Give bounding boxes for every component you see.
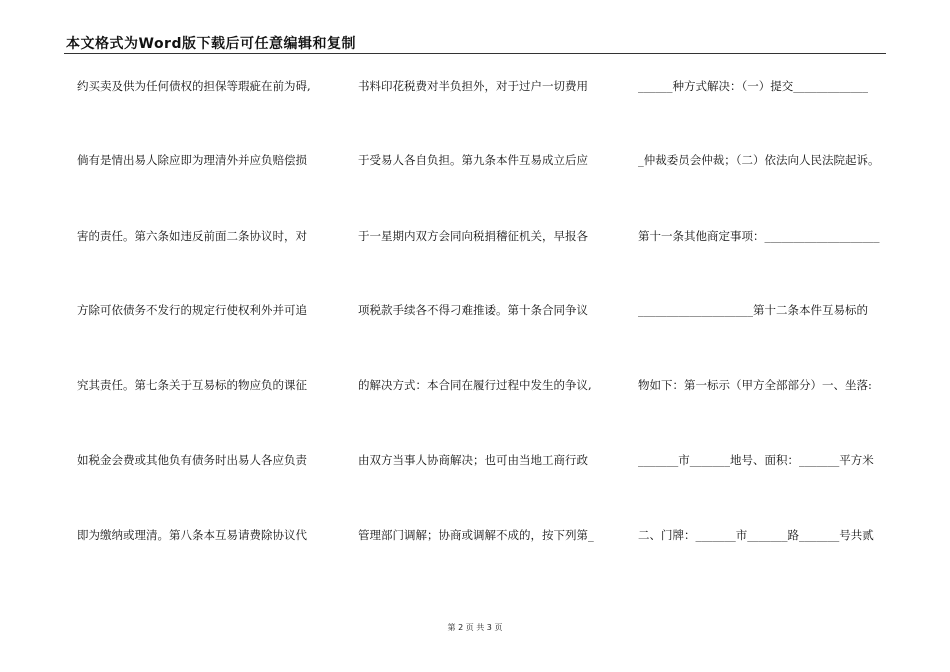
text-line: 二、门牌：_______市_______路_______号共贰	[638, 528, 874, 542]
text-line: 究其责任。第七条关于互易标的物应负的课征	[77, 378, 307, 392]
text-line: 第十一条其他商定事项：____________________	[638, 229, 880, 243]
page-header-title: 本文格式为Word版下载后可任意编辑和复制	[66, 36, 356, 52]
text-line: 的解决方式：本合同在履行过程中发生的争议,	[358, 378, 592, 392]
text-line: 于受易人各自负担。第九条本件互易成立后应	[358, 153, 588, 167]
text-line: 如税金会费或其他负有债务时出易人各应负责	[77, 453, 307, 467]
text-line: 约买卖及供为任何债权的担保等瑕疵在前为碍,	[77, 79, 311, 93]
text-line: 物如下：第一标示（甲方全部部分）一、坐落:	[638, 378, 872, 392]
text-line: 倘有是情出易人除应即为理清外并应负赔偿损	[77, 153, 307, 167]
text-line: 害的责任。第六条如违反前面二条协议时，对	[77, 229, 307, 243]
text-line: ______种方式解决：（一）提交_____________	[638, 79, 868, 93]
text-line: 书料印花税费对半负担外，对于过户一切费用	[358, 79, 588, 93]
text-line: 项税款手续各不得刁难推诿。第十条合同争议	[358, 303, 588, 317]
text-line: 管理部门调解；协商或调解不成的，按下列第_	[358, 528, 594, 542]
text-line: _______市_______地号、面积：_______平方米	[638, 453, 874, 467]
text-line: _仲裁委员会仲裁；（二）依法向人民法院起诉。	[638, 153, 880, 167]
page-number-footer: 第 2 页 共 3 页	[447, 623, 503, 632]
text-line: 于一星期内双方会同向税捐稽征机关，早报各	[358, 229, 588, 243]
header-rule	[64, 53, 886, 54]
text-line: 由双方当事人协商解决；也可由当地工商行政	[358, 453, 588, 467]
text-line: 即为缴纳或理清。第八条本互易请费除协议代	[77, 528, 307, 542]
text-line: 方除可依债务不发行的规定行使权利外并可追	[77, 303, 307, 317]
text-line: ____________________第十二条本件互易标的	[638, 303, 868, 317]
